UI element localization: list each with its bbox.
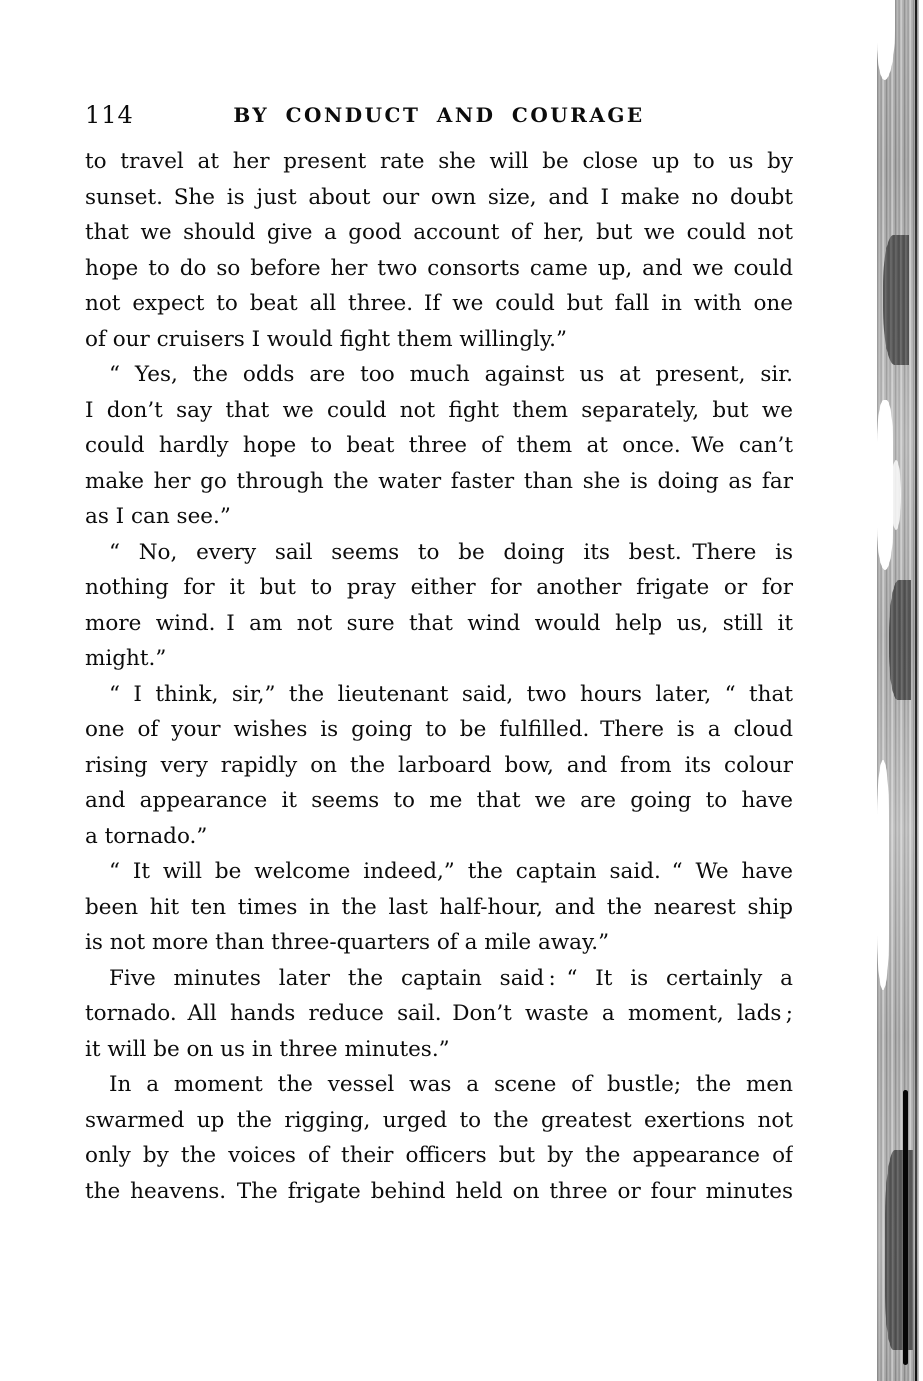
- text-line: rising very rapidly on the larboard bow, and from its colour: [85, 752, 793, 778]
- text-line: “ No, every sail seems to be doing its best. There is: [109, 539, 793, 565]
- text-line: that we should give a good account of her, but we could not: [85, 220, 793, 245]
- text-line: I don’t say that we could not fight them separately, but we: [85, 397, 793, 423]
- page-number: 114: [85, 101, 134, 129]
- gutter-edge-line: [915, 0, 917, 1381]
- text-line: In a moment the vessel was a scene of bustle; the men: [109, 1072, 793, 1097]
- text-line: and appearance it seems to me that we are going to have: [85, 788, 793, 813]
- gutter-white-gap: [891, 460, 901, 530]
- text-line: “ Yes, the odds are too much against us at present, sir.: [109, 362, 793, 387]
- gutter-dark-patch: [889, 580, 911, 700]
- text-line: could hardly hope to beat three of them at once. We can’t: [85, 433, 793, 458]
- text-line: only by the voices of their officers but by the appearance of: [85, 1143, 793, 1168]
- gutter-dark-patch: [883, 235, 909, 365]
- text-line: one of your wishes is going to be fulfilled. There is a cloud: [85, 717, 793, 742]
- text-line: hope to do so before her two consorts came up, and we could: [85, 255, 793, 281]
- text-line: make her go through the water faster than she is doing as far: [85, 468, 793, 494]
- text-line: as I can see.”: [85, 504, 231, 529]
- text-line: might.”: [85, 646, 167, 671]
- text-line: Five minutes later the captain said : “ It is certainly a: [109, 965, 793, 991]
- binding-gutter-shadow: [871, 0, 923, 1381]
- text-line: of our cruisers I would fight them willingly.”: [85, 326, 567, 352]
- text-line: sunset. She is just about our own size, and I make no doubt: [85, 184, 793, 210]
- text-line: not expect to beat all three. If we could but fall in with one: [85, 291, 793, 316]
- gutter-white-gap: [877, 760, 889, 990]
- text-line: to travel at her present rate she will be close up to us by: [85, 149, 793, 174]
- text-line: “ It will be welcome indeed,” the captain said. “ We have: [109, 859, 793, 884]
- text-line: “ I think, sir,” the lieutenant said, two hours later, “ that: [109, 681, 793, 707]
- text-line: swarmed up the rigging, urged to the greatest exertions not: [85, 1107, 793, 1133]
- text-line: more wind. I am not sure that wind would help us, still it: [85, 610, 793, 636]
- text-line: a tornado.”: [85, 823, 208, 849]
- gutter-dark-patch: [885, 1150, 913, 1350]
- text-line: it will be on us in three minutes.”: [85, 1036, 450, 1062]
- running-title: BY CONDUCT AND COURAGE: [233, 103, 645, 127]
- text-line: the heavens. The frigate behind held on three or four minutes: [85, 1178, 793, 1204]
- body-text: [85, 144, 793, 1209]
- text-line: tornado. All hands reduce sail. Don’t waste a moment, lads ;: [85, 1001, 793, 1026]
- text-line: nothing for it but to pray either for another frigate or for: [85, 575, 793, 600]
- gutter-dark-line: [903, 1090, 908, 1365]
- text-line: been hit ten times in the last half-hour, and the nearest ship: [85, 894, 793, 920]
- text-line: is not more than three-quarters of a mile away.”: [85, 930, 610, 955]
- page-header: [85, 100, 793, 132]
